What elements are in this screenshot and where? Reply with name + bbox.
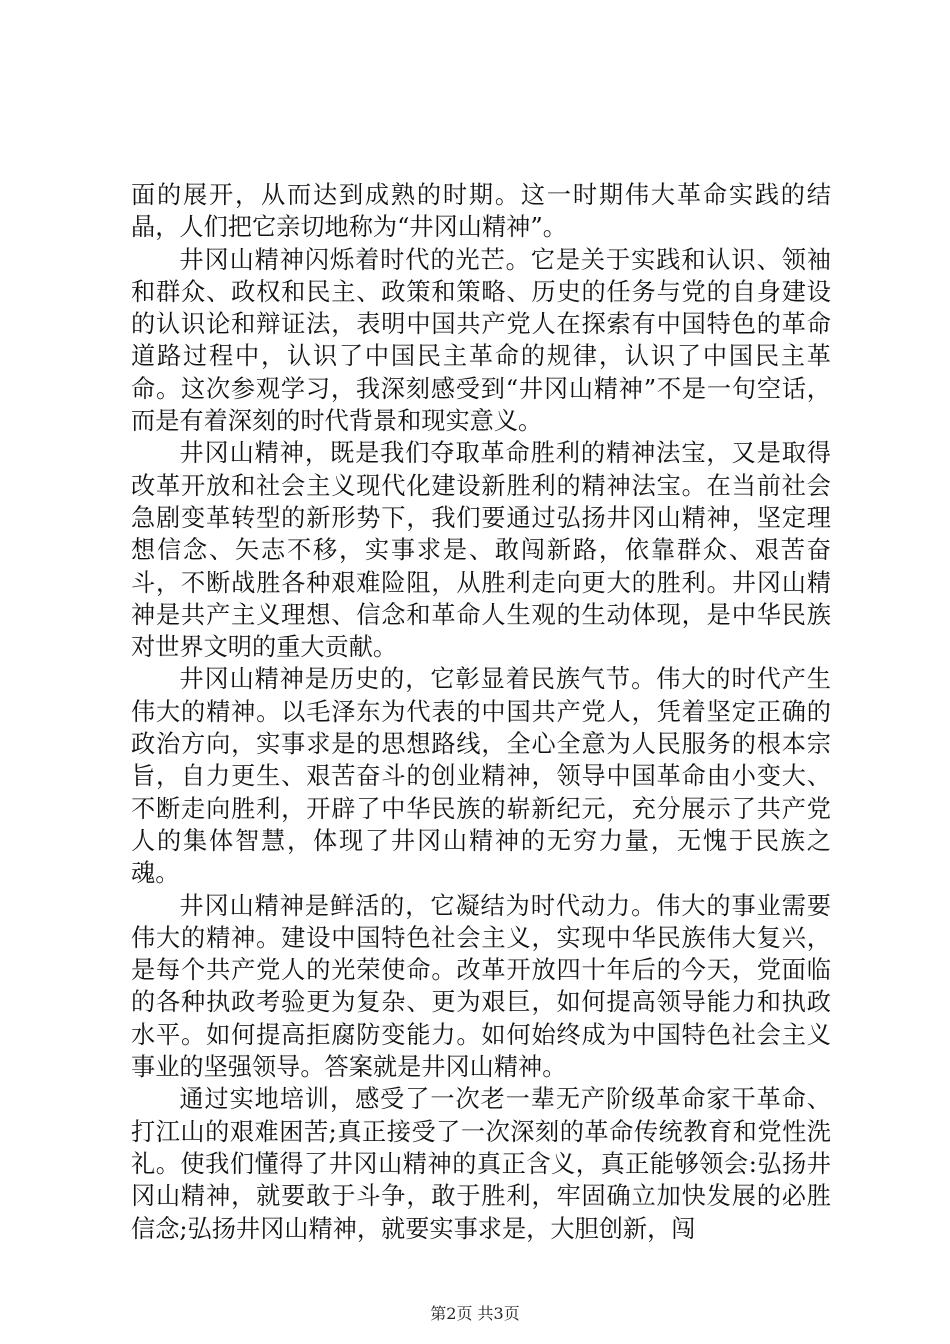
paragraph: 通过实地培训，感受了一次老一辈无产阶级革命家干革命、打江山的艰难困苦;真正接受了一次深刻的革命传统教育和党性洗礼。使我们懂得了井冈山精神的真正含义，真正能够领会:弘扬井冈山精神，就要敢于斗争，敢于胜利，牢固确立加快发展的必胜信念;弘扬井冈山精神，就要实事求是，大胆创新，闯 [131, 1085, 831, 1243]
paragraph: 井冈山精神闪烁着时代的光芒。它是关于实践和认识、领袖和群众、政权和民主、政策和策略、历史的任务与党的自身建设的认识论和辩证法，表明中国共产党人在探索有中国特色的革命道路过程中，认识了中国民主革命的规律，认识了中国民主革命。这次参观学习，我深刻感受到“井冈山精神”不是一句空话，而是有着深刻的时代背景和现实意义。 [131, 245, 831, 436]
paragraph: 井冈山精神，既是我们夺取革命胜利的精神法宝，又是取得改革开放和社会主义现代化建设新胜利的精神法宝。在当前社会急剧变革转型的新形势下，我们要通过弘扬井冈山精神，坚定理想信念、矢志不移，实事求是、敢闯新路，依靠群众、艰苦奋斗，不断战胜各种艰难险阻，从胜利走向更大的胜利。井冈山精神是共产主义理想、信念和革命人生观的生动体现，是中华民族对世界文明的重大贡献。 [131, 439, 831, 662]
paragraph-continuation: 面的展开，从而达到成熟的时期。这一时期伟大革命实践的结晶，人们把它亲切地称为“井冈山精神”。 [131, 181, 831, 242]
paragraph: 井冈山精神是历史的，它彰显着民族气节。伟大的时代产生伟大的精神。以毛泽东为代表的中国共产党人，凭着坚定正确的政治方向，实事求是的思想路线，全心全意为人民服务的根本宗旨，自力更生、艰苦奋斗的创业精神，领导中国革命由小变大、不断走向胜利，开辟了中华民族的崭新纪元，充分展示了共产党人的集体智慧，体现了井冈山精神的无穷力量，无愧于民族之魂。 [131, 665, 831, 888]
page-number-footer: 第2页 共3页 [430, 1304, 520, 1323]
paragraph: 井冈山精神是鲜活的，它凝结为时代动力。伟大的事业需要伟大的精神。建设中国特色社会主义，实现中华民族伟大复兴，是每个共产党人的光荣使命。改革开放四十年后的今天，党面临的各种执政考验更为复杂、更为艰巨，如何提高领导能力和执政水平。如何提高拒腐防变能力。如何始终成为中国特色社会主义事业的坚强领导。答案就是井冈山精神。 [131, 891, 831, 1082]
document-body [131, 179, 831, 1245]
